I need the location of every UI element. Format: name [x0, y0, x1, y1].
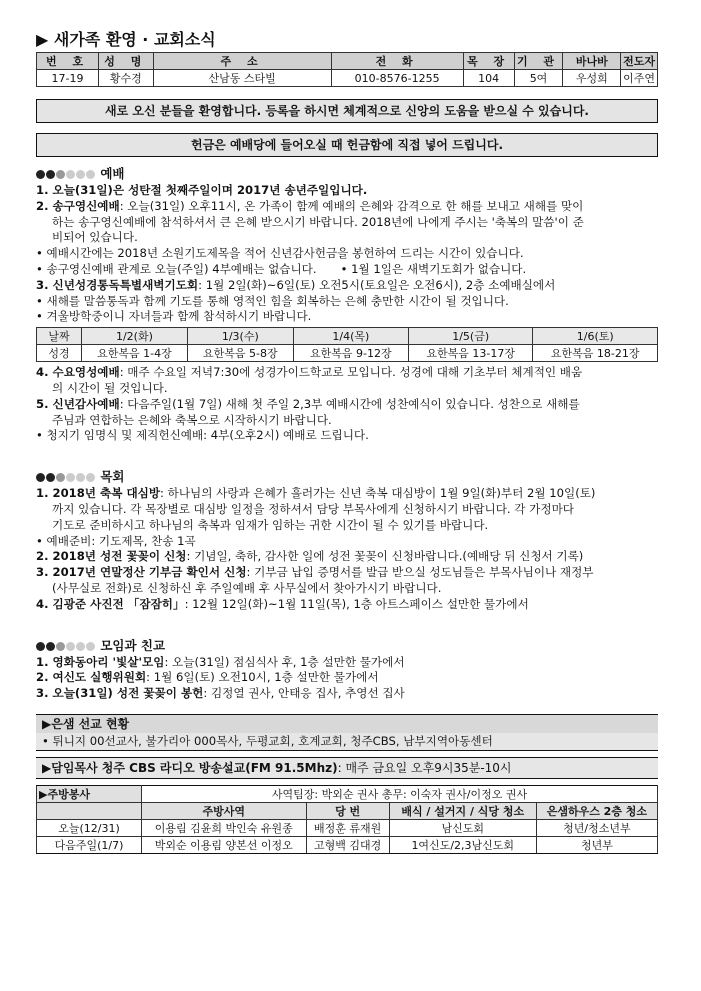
page-title: ▶ 새가족 환영 · 교회소식	[36, 30, 216, 49]
worship-item-2-note-2	[36, 262, 658, 278]
schedule-cell: 요한복음 5-8장	[187, 345, 293, 362]
cell-evangelist: 이주연	[621, 70, 658, 87]
meetings-heading-label: 모임과 친교	[100, 637, 166, 653]
item-text: : 12월 12일(화)~1월 11일(목), 1층 아트스페이스 설만한 물가에서	[184, 596, 529, 611]
welcome-box: 새로 오신 분들을 환영합니다. 등록을 하시면 체계적으로 신앙의 도움을 받으실 수 있습니다.	[36, 99, 658, 123]
worship-item-3	[36, 278, 658, 294]
col-name: 성 명	[99, 53, 154, 70]
cell-name: 황수경	[99, 70, 154, 87]
worship-item-2	[36, 199, 658, 215]
worship-item-5	[36, 397, 658, 413]
item-title: 2. 여신도 실행위원회	[36, 670, 147, 685]
worship-item-2-note-1: • 예배시간에는 2018년 소원기도제목을 적어 신년감사헌금을 봉헌하여 드리는 시간이 있습니다.	[36, 246, 524, 261]
service-cell: 은샘하우스 2층 청소	[536, 802, 657, 819]
cell-organ: 5여	[514, 70, 563, 87]
worship-heading-label: 예배	[100, 166, 125, 181]
schedule-cell: 요한복음 1-4장	[82, 345, 188, 362]
item-text: : 1월 6일(토) 오전10시, 1층 설만한 물가에서	[146, 670, 379, 685]
schedule-cell: 날짜	[37, 328, 82, 345]
service-leaders-row	[37, 785, 658, 802]
schedule-cell: 성경	[37, 345, 82, 362]
item-title: 3. 오늘(31일) 성전 꽃꽂이 봉헌	[36, 686, 204, 701]
service-cell: 배식 / 설거지 / 식당 청소	[389, 802, 536, 819]
mission-heading: ▶은샘 선교 현황	[36, 714, 658, 733]
pastoral-item-1-line-2: 까지 있습니다. 각 목장별로 대심방 일정을 정하셔서 담당 부목사에게 신청하시기 바랍니다. 각 가정마다	[52, 501, 574, 516]
mission-section	[36, 714, 658, 751]
col-number: 번 호	[37, 53, 99, 70]
radio-text: : 매주 금요일 오후9시35분-10시	[337, 760, 512, 775]
section-dots-icon	[36, 469, 96, 484]
radio-title: ▶담임목사 청주 CBS 라디오 방송설교(FM 91.5Mhz)	[42, 760, 338, 775]
pastoral-item-1	[36, 486, 658, 502]
mission-line: • 튀니지 00선교사, 불가리아 000목사, 두평교회, 호계교회, 청주CBS, 남부지역아동센터	[36, 733, 658, 751]
meetings-item-2	[36, 670, 658, 686]
newfamily-header-row	[37, 53, 658, 70]
worship-item-1: 1. 오늘(31일)은 성탄절 첫째주일이며 2017년 송년주일입니다.	[36, 183, 368, 197]
service-cell: 당 번	[306, 802, 389, 819]
pastoral-heading	[36, 468, 658, 486]
item-title: 5. 신년감사예배	[36, 396, 120, 411]
worship-item-3-note-2: • 겨울방학중이니 자녀들과 함께 참석하시기 바랍니다.	[36, 309, 312, 324]
service-row-today	[37, 819, 658, 836]
note-text: • 송구영신예배 관계로 오늘(주일) 4부예배는 없습니다.	[36, 261, 317, 276]
worship-item-4-line-2: 의 시간이 될 것입니다.	[52, 380, 168, 395]
schedule-row-bible	[37, 345, 658, 362]
cell-phone: 010-8576-1255	[331, 70, 463, 87]
service-cell: 1여신도/2,3남신도회	[389, 836, 536, 853]
col-phone: 전 화	[331, 53, 463, 70]
cell-address: 산남동 스타빌	[153, 70, 331, 87]
service-cell: 오늘(12/31)	[37, 819, 142, 836]
pastoral-item-1-line-3: 기도로 준비하시고 하나님의 축복과 임재가 임하는 귀한 시간이 될 수 있기를 바랍니다.	[52, 517, 489, 532]
item-text: : 매주 수요일 저녁7:30에 성경가이드학교로 모입니다. 성경에 대해 기초부터 체계적인 배움	[119, 365, 583, 380]
service-cell: 배정훈 류재원	[306, 819, 389, 836]
service-cell	[37, 802, 142, 819]
service-cell: 다음주일(1/7)	[37, 836, 142, 853]
item-text: : 기념일, 축하, 감사한 일에 성전 꽃꽂이 신청바랍니다.(예배당 뒤 신청서 기록)	[186, 549, 584, 564]
worship-item-5-note: • 청지기 임명식 및 제직헌신예배: 4부(오후2시) 예배로 드립니다.	[36, 428, 369, 443]
col-evangelist: 전도자	[621, 53, 658, 70]
worship-item-5-line-2: 주님과 연합하는 은혜와 축복으로 시작하시기 바랍니다.	[52, 412, 332, 427]
note-text: • 1월 1일은 새벽기도회가 없습니다.	[340, 261, 527, 276]
service-cell: 청년부	[536, 836, 657, 853]
col-barnabas: 바나바	[563, 53, 621, 70]
meetings-item-1	[36, 655, 658, 671]
schedule-cell: 1/2(화)	[82, 328, 188, 345]
item-text: : 하나님의 사랑과 은혜가 흘러가는 신년 축복 대심방이 1월 9일(화)부터 2월 10일(토)	[160, 486, 596, 501]
offering-box: 헌금은 예배당에 들어오실 때 헌금함에 직접 넣어 드립니다.	[36, 133, 658, 157]
worship-item-2-line-3: 비되어 있습니다.	[52, 230, 138, 245]
service-cell: 이용림 김윤희 박인숙 유원종	[142, 819, 307, 836]
radio-section	[36, 757, 658, 779]
item-title: 3. 신년성경통독특별새벽기도회	[36, 277, 199, 292]
worship-item-4	[36, 365, 658, 381]
reading-schedule-table	[36, 327, 658, 362]
item-text: : 오늘(31일) 오후11시, 온 가족이 함께 예배의 은혜와 감격으로 한 해를 보내고 새해를 맞이	[119, 198, 584, 213]
item-text: : 김정열 권사, 안태응 집사, 추영선 집사	[203, 686, 405, 701]
pastoral-heading-label: 목회	[100, 469, 125, 485]
schedule-cell: 요한복음 9-12장	[293, 345, 408, 362]
schedule-row-dates	[37, 328, 658, 345]
item-title: 4. 수요영성예배	[36, 365, 120, 380]
newfamily-row	[37, 70, 658, 87]
cell-mokjang: 104	[463, 70, 514, 87]
schedule-cell: 요한복음 13-17장	[408, 345, 533, 362]
schedule-cell: 1/3(수)	[187, 328, 293, 345]
service-header-row	[37, 802, 658, 819]
worship-item-3-note-1: • 새해를 말씀통독과 함께 기도를 통해 영적인 힘을 회복하는 은혜 충만한 시간이 될 것입니다.	[36, 293, 509, 308]
kitchen-service-table	[36, 785, 658, 854]
service-cell: 남신도회	[389, 819, 536, 836]
pastoral-item-4	[36, 597, 658, 613]
item-title: 3. 2017년 연말정산 기부금 확인서 신청	[36, 565, 247, 580]
pastoral-item-1-note: • 예배준비: 기도제목, 찬송 1곡	[36, 533, 196, 548]
col-organ: 기 관	[514, 53, 563, 70]
col-address: 주 소	[153, 53, 331, 70]
bulletin-page	[36, 28, 658, 854]
service-cell: 청년/청소년부	[536, 819, 657, 836]
schedule-cell: 요한복음 18-21장	[533, 345, 658, 362]
item-title: 2. 송구영신예배	[36, 198, 120, 213]
worship-item-2-line-2: 하는 송구영신예배에 참석하셔서 큰 은혜 받으시기 바랍니다. 2018년에 나에게 주시는 '축복의 말씀'이 준	[52, 214, 584, 229]
item-text: : 기부금 납입 증명서를 발급 받으실 성도님들은 부목사님이나 재정부	[246, 565, 594, 580]
meetings-heading	[36, 637, 658, 655]
section-dots-icon	[36, 166, 96, 181]
pastoral-item-3	[36, 565, 658, 581]
cell-number: 17-19	[37, 70, 99, 87]
col-mokjang: 목 장	[463, 53, 514, 70]
pastoral-item-3-line-2: (사무실로 전화)로 신청하신 후 주일예배 후 사무실에서 찾아가시기 바랍니다.	[52, 580, 442, 595]
meetings-item-3	[36, 686, 658, 702]
service-cell: 고형백 김대경	[306, 836, 389, 853]
service-leaders: 사역팀장: 박외순 권사 총무: 이숙자 권사/이정오 권사	[142, 785, 658, 802]
schedule-cell: 1/6(토)	[533, 328, 658, 345]
item-title: 1. 영화동아리 '빛살'모임	[36, 654, 165, 669]
service-cell: 주방사역	[142, 802, 307, 819]
item-text: : 다음주일(1월 7일) 새해 첫 주일 2,3부 예배시간에 성찬예식이 있습니다. 성찬으로 새해를	[119, 396, 580, 411]
pastoral-item-2	[36, 549, 658, 565]
service-cell: 박외순 이용림 양본선 이정오	[142, 836, 307, 853]
item-title: 2. 2018년 성전 꽃꽂이 신청	[36, 549, 187, 564]
service-row-next	[37, 836, 658, 853]
item-text: : 오늘(31일) 점심식사 후, 1층 설만한 물가에서	[164, 654, 405, 669]
item-title: 1. 2018년 축복 대심방	[36, 486, 161, 501]
service-heading: ▶주방봉사	[37, 785, 142, 802]
worship-heading	[36, 165, 658, 183]
item-text: : 1월 2일(화)~6일(토) 오전5시(토요일은 오전6시), 2층 소예배실에서	[198, 277, 556, 292]
item-title: 4. 김광준 사진전 「잠잠히」	[36, 596, 185, 611]
newfamily-table	[36, 52, 658, 87]
schedule-cell: 1/5(금)	[408, 328, 533, 345]
cell-barnabas: 우성희	[563, 70, 621, 87]
section-dots-icon	[36, 638, 96, 653]
schedule-cell: 1/4(목)	[293, 328, 408, 345]
